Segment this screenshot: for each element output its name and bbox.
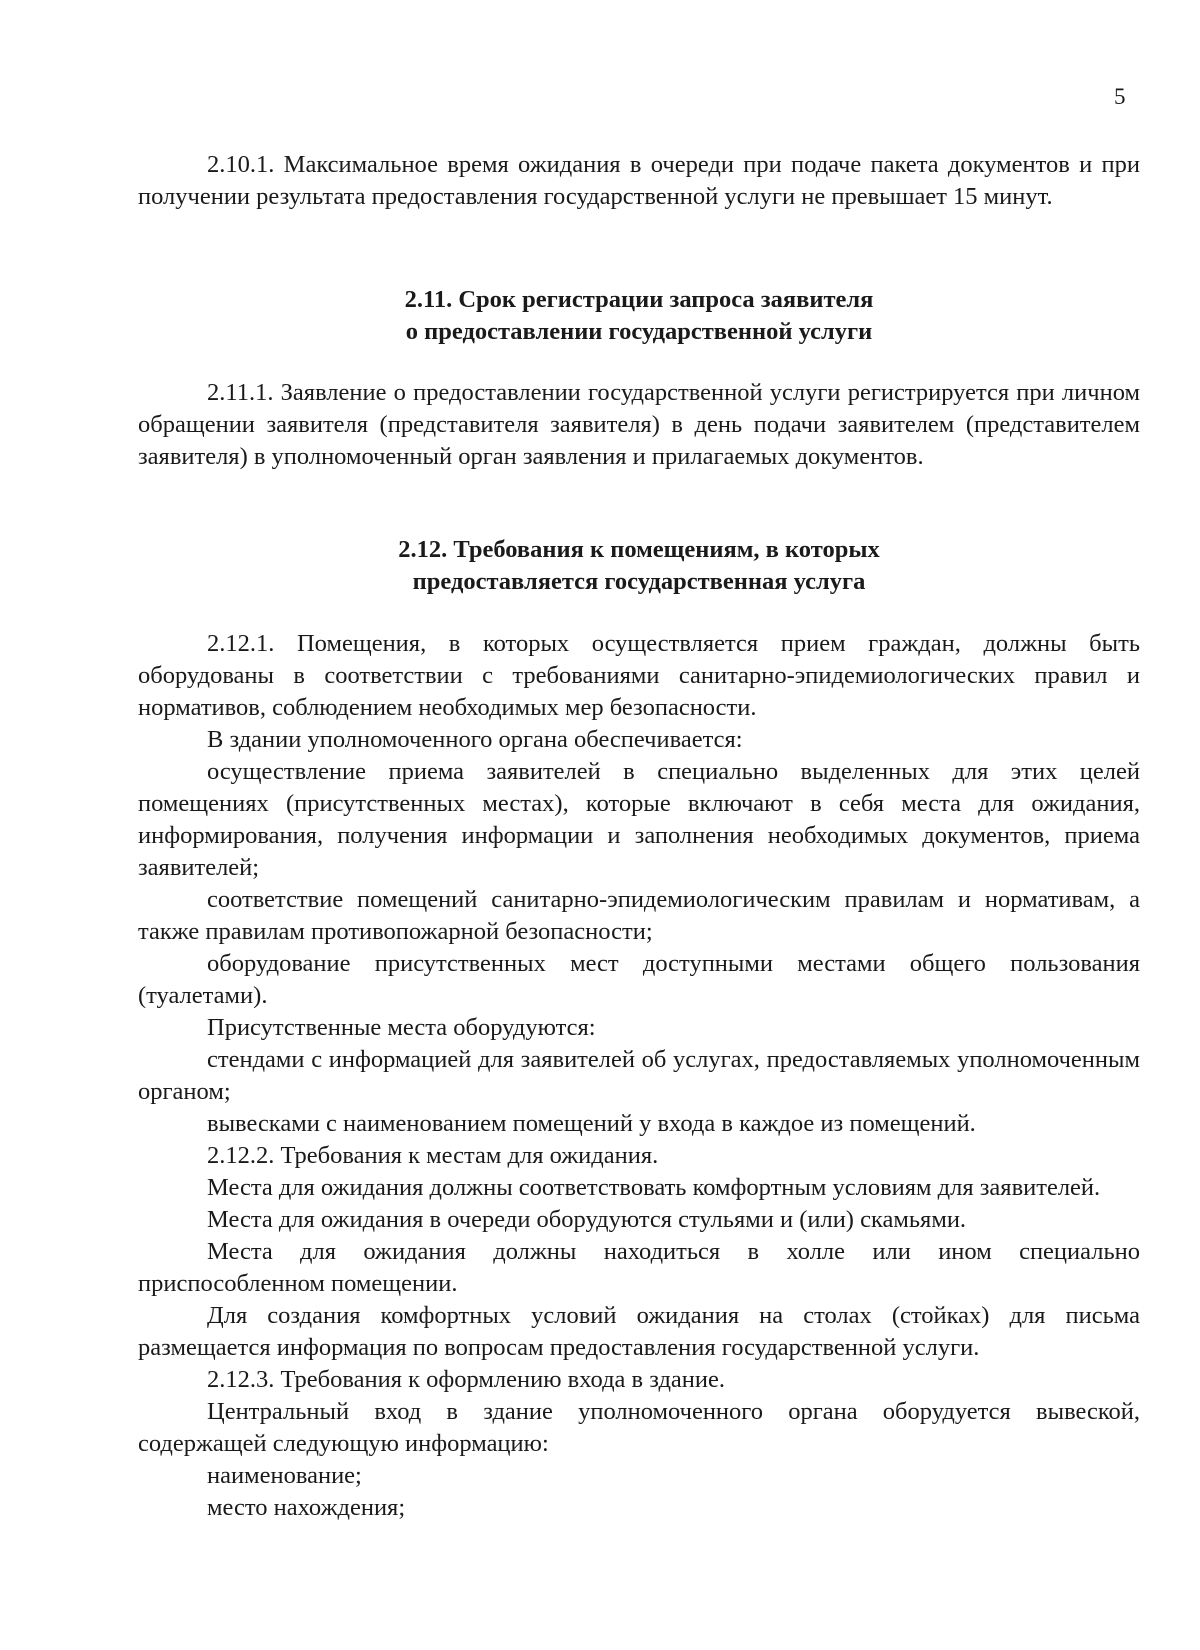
section-2-12-text <box>138 628 1140 1524</box>
section-2-10-text <box>138 149 1140 213</box>
paragraph: Места для ожидания в очереди оборудуются стульями и (или) скамьями. <box>207 1206 967 1233</box>
list-item: место нахождения; <box>207 1494 406 1521</box>
paragraph: Центральный вход в здание уполномоченного органа оборудуется вывеской, содержащей следующую информацию: <box>138 1398 1140 1457</box>
heading-line: 2.11. Срок регистрации запроса заявителя <box>404 286 874 313</box>
list-item: наименование; <box>207 1462 362 1489</box>
paragraph: оборудование присутственных мест доступными местами общего пользования (туалетами). <box>138 950 1140 1009</box>
paragraph: вывесками с наименованием помещений у входа в каждое из помещений. <box>207 1110 976 1137</box>
paragraph: 2.11.1. Заявление о предоставлении государственной услуги регистрируется при личном обращении заявителя (представителя заявителя) в день подачи заявителем (представителем заявителя) в уполномоченный орган заявления и прилагаемых документов. <box>138 379 1140 470</box>
paragraph: 2.10.1. Максимальное время ожидания в очереди при подаче пакета документов и при получении результата предоставления государственной услуги не превышает 15 минут. <box>138 151 1140 210</box>
paragraph: соответствие помещений санитарно-эпидемиологическим правилам и нормативам, а также правилам противопожарной безопасности; <box>138 886 1140 945</box>
paragraph: Присутственные места оборудуются: <box>207 1014 596 1041</box>
paragraph: осуществление приема заявителей в специально выделенных для этих целей помещениях (присутственных местах), которые включают в себя места для ожидания, информирования, получения информации и заполнения необходимых документов, приема заявителей; <box>138 758 1140 881</box>
section-2-11-text <box>138 377 1140 473</box>
paragraph: В здании уполномоченного органа обеспечивается: <box>207 726 743 753</box>
heading-line: 2.12. Требования к помещениям, в которых <box>398 536 880 563</box>
paragraph: Для создания комфортных условий ожидания на столах (стойках) для письма размещается информация по вопросам предоставления государственной услуги. <box>138 1302 1140 1361</box>
paragraph: Места для ожидания должны соответствовать комфортным условиям для заявителей. <box>207 1174 1101 1201</box>
section-2-11-heading <box>138 284 1140 348</box>
paragraph: 2.12.1. Помещения, в которых осуществляется прием граждан, должны быть оборудованы в соответствии с требованиями санитарно-эпидемиологических правил и нормативов, соблюдением необходимых мер безопасности. <box>138 630 1140 721</box>
paragraph: 2.12.3. Требования к оформлению входа в здание. <box>207 1366 726 1393</box>
paragraph: стендами с информацией для заявителей об услугах, предоставляемых уполномоченным органом; <box>138 1046 1140 1105</box>
section-2-12-heading <box>138 534 1140 598</box>
paragraph: Места для ожидания должны находиться в холле или ином специально приспособленном помещении. <box>138 1238 1140 1297</box>
paragraph: 2.12.2. Требования к местам для ожидания. <box>207 1142 659 1169</box>
page-number: 5 <box>1114 84 1126 109</box>
heading-line: предоставляется государственная услуга <box>412 568 866 595</box>
heading-line: о предоставлении государственной услуги <box>405 318 873 345</box>
